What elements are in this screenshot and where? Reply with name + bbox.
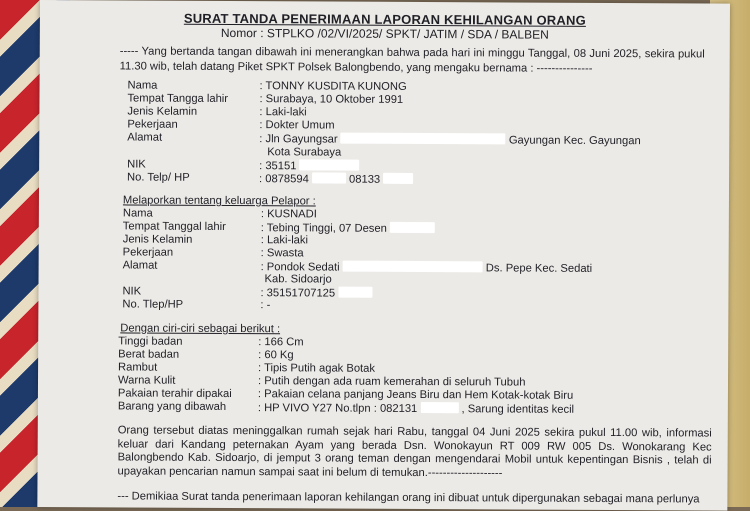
p2-nik-label: NIK (122, 285, 142, 298)
ciri-value: : Tipis Putih agak Botak (258, 362, 376, 375)
p1-telp-value-b: 08133 (349, 173, 381, 186)
p1-alamat2-row (267, 146, 341, 159)
p1-nik-label: NIK (127, 158, 146, 171)
p2-pekerjaan-value: : Swasta (260, 247, 304, 260)
redaction-box (341, 133, 506, 145)
p2-nik-value: : 35151707125 (260, 287, 336, 300)
p1-alamat2-value: Kota Surabaya (267, 146, 342, 159)
ciri-value: : 60 Kg (258, 349, 294, 362)
ciri-value-b: , Sarung identitas kecil (461, 403, 575, 416)
redaction-box (383, 173, 413, 184)
p1-jk-value: : Laki-laki (259, 106, 307, 119)
ciri-label: Rambut (118, 361, 158, 374)
p2-pekerjaan-label: Pekerjaan (122, 246, 174, 259)
redaction-box (300, 159, 360, 170)
ciri-label: Berat badan (118, 348, 180, 361)
p2-alamat-value: : Pondok Sedati (260, 261, 340, 274)
p2-alamat2-value: Kab. Sidoarjo (264, 273, 332, 286)
document-number: Nomor : STPLKO /02/VI/2025/ SPKT/ JATIM / SDA / BALBEN (220, 25, 549, 42)
ciri-label: Pakaian terahir dipakai (117, 387, 232, 401)
p2-telp-value: : - (260, 299, 271, 312)
closing-paragraph: --- Demikiaa Surat tanda penerimaan laporan kehilangan orang ini dibuat untuk dipergunakan sebagai mana perlunya (117, 490, 700, 506)
p2-alamat-label: Alamat (122, 259, 158, 272)
p1-nik-value: : 35151 (259, 160, 297, 173)
section-pelapor-heading: Melaporkan tentang keluarga Pelapor : (122, 194, 316, 208)
redaction-box (338, 287, 372, 298)
intro-paragraph: ----- Yang bertanda tangan dibawah ini menerangkan bahwa pada hari ini minggu Tanggal, 08 Juni 2025, sekira pukul 11.30 wib, telah datang Piket SPKT Polsek Balongbendo, yang mengaku bernama : --------------- (119, 45, 705, 75)
p1-nama-label: Nama (127, 79, 158, 92)
p1-pekerjaan-value: : Dokter Umum (259, 119, 335, 132)
p1-ttl-label: Tempat Tangga lahir (127, 92, 229, 105)
redaction-box (312, 172, 346, 183)
p1-alamat-value: : Jln Gayungsar (259, 133, 338, 146)
p1-alamat-value-b: Gayungan Kec. Gayungan (508, 134, 641, 148)
p2-nama-value: : KUSNADI (260, 208, 317, 221)
p1-telp-value: : 0878594 (259, 173, 309, 186)
document-title: SURAT TANDA PENERIMAAN LAPORAN KEHILANGAN ORANG (183, 10, 586, 28)
p2-jk-label: Jenis Kelamin (122, 233, 193, 246)
body-paragraph: Orang tersebut diatas meninggalkan rumah sejak hari Rabu, tanggal 04 Juni 2025 sekira pukul 11.00 wib, informasi keluar dari Kandang peternakan Ayam yang berada Dsn. Wonokayun RT 009 RW 005 Ds. Wonokarang Kec Balongbendo Kab. Sidoarjo, di jemput 3 orang teman dengan mengendarai Mobil untuk kepentingan Bisnis , telah di upayakan pencarian namun sampai saat ini belum di temukan.-------------------- (117, 424, 712, 479)
p1-ttl-value: : Surabaya, 10 Oktober 1991 (259, 93, 404, 106)
section-ciri-heading: Dengan ciri-ciri sebagai berikut : (120, 322, 281, 336)
p1-pekerjaan-label: Pekerjaan (127, 118, 178, 131)
p1-jk-label: Jenis Kelamin (127, 105, 198, 118)
p2-alamat2-row (265, 273, 332, 286)
ciri-label: Warna Kulit (117, 374, 176, 387)
redaction-box (420, 402, 458, 413)
redaction-box (343, 261, 483, 273)
p1-alamat-label: Alamat (127, 131, 163, 144)
ciri-value: : Putih dengan ada ruam kemerahan di seluruh Tubuh (257, 375, 526, 389)
p2-telp-label: No. Tlep/HP (122, 298, 184, 311)
ciri-value: : HP VIVO Y27 No.tlpn : 082131 (257, 402, 418, 415)
p2-nama-label: Nama (122, 207, 153, 220)
p2-jk-value: : Laki-laki (260, 234, 309, 247)
p2-alamat-value-b: Ds. Pepe Kec. Sedati (485, 262, 593, 275)
p2-ttl-value: : Tebing Tinggi, 07 Desen (260, 222, 387, 235)
p1-telp-label: No. Telp/ HP (127, 171, 190, 184)
ciri-value: : Pakaian celana panjang Jeans Biru dan Hem Kotak-kotak Biru (257, 388, 574, 402)
redaction-box (390, 222, 435, 233)
ciri-label: Barang yang dibawah (117, 400, 227, 413)
ciri-value: : 166 Cm (258, 336, 304, 349)
p2-ttl-label: Tempat Tanggal lahir (122, 220, 226, 233)
ciri-label: Tinggi badan (118, 335, 183, 348)
p1-nama-value: : TONNY KUSDITA KUNONG (259, 80, 407, 93)
document-paper (37, 0, 730, 511)
